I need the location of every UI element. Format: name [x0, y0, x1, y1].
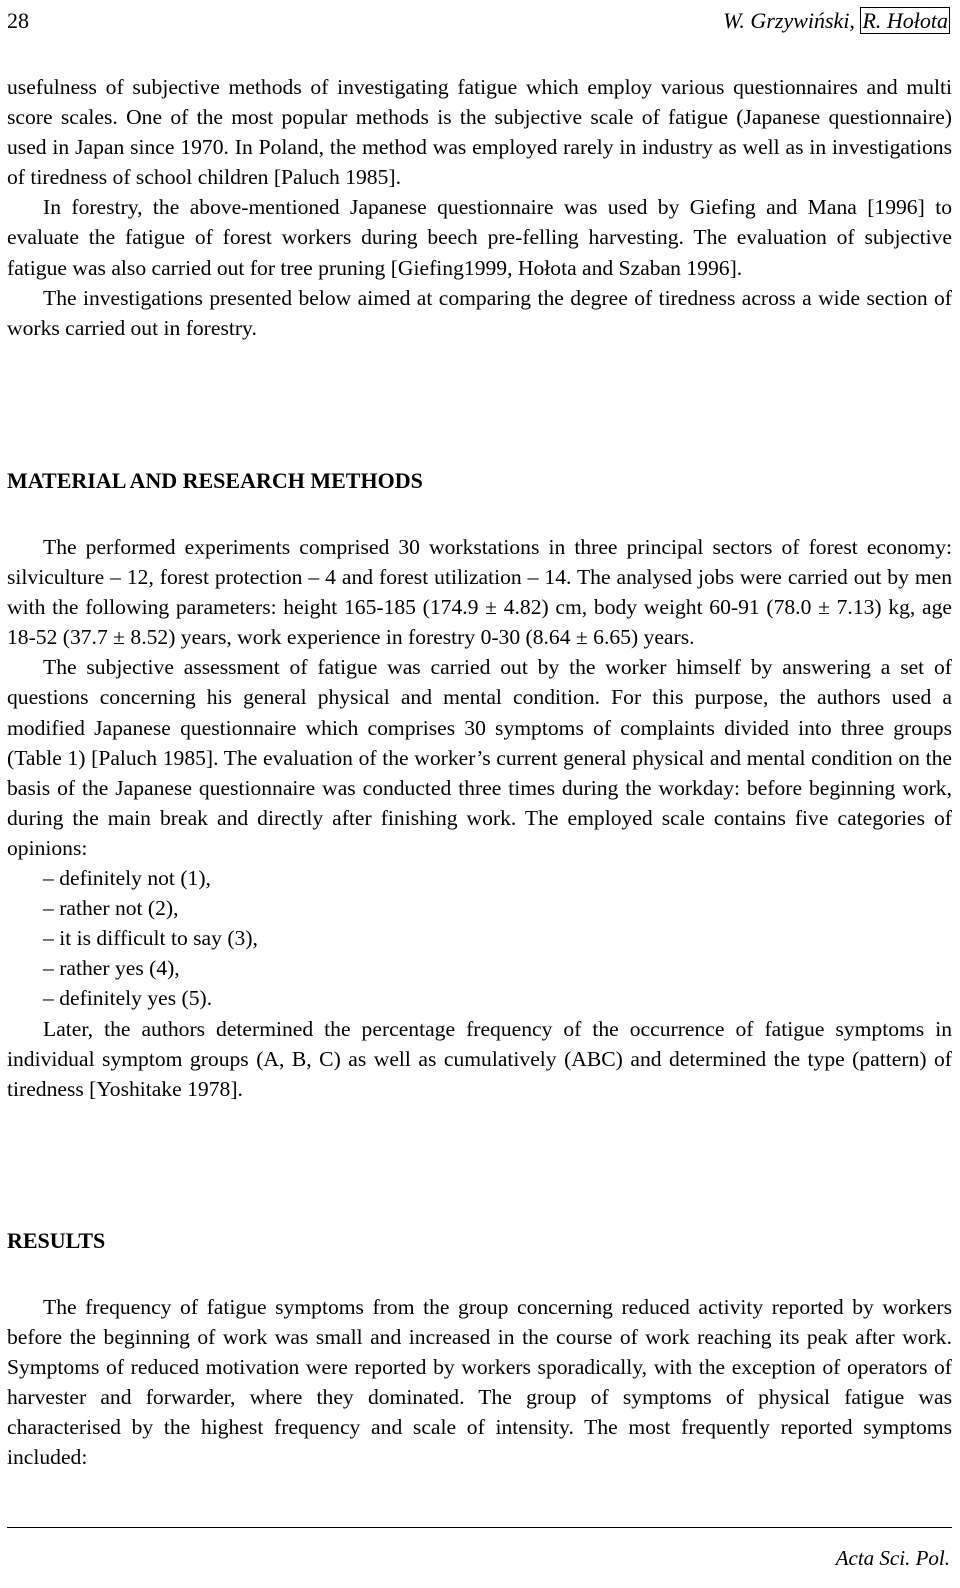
intro-section — [7, 72, 952, 343]
methods-paragraph-1: The performed experiments comprised 30 workstations in three principal sectors of forest economy: silviculture – 12, forest protection – 4 and forest utilization – 14. The analysed jobs were carried out by men with the following parameters: height 165-185 (174.9 ± 4.82) cm, body weight 60-91 (78.0 ± 7.13) kg, age 18-52 (37.7 ± 8.52) years, work experience in forestry 0-30 (8.64 ± 6.65) years. — [7, 535, 952, 650]
running-authors — [723, 4, 950, 38]
results-heading: RESULTS — [7, 1228, 106, 1253]
methods-paragraph-2: The subjective assessment of fatigue was carried out by the worker himself by answering a set of questions concerning his general physical and mental condition. For this purpose, the authors used a modified Japanese questionnaire which comprises 30 symptoms of complaints divided into three groups (Table 1) [Paluch 1985]. The evaluation of the worker’s current general physical and mental condition on the basis of the Japanese questionnaire was conducted three times during the workday: before beginning work, during the main break and directly after finishing work. The employed scale contains five categories of opinions: — [7, 655, 952, 860]
journal-footer: Acta Sci. Pol. — [835, 1546, 950, 1570]
list-item: – definitely yes (5). — [43, 986, 213, 1011]
running-header — [7, 4, 952, 38]
author-2: R. Hołota — [862, 8, 948, 33]
intro-paragraph-1: usefulness of subjective methods of investigating fatigue which employ various questionnaires and multi score scales. One of the most popular methods is the subjective scale of fatigue (Japanese questionnaire) used in Japan since 1970. In Poland, the method was employed rarely in industry as well as in investigations of tiredness of school children [Paluch 1985]. — [7, 75, 952, 190]
opinion-scale-list — [7, 863, 952, 1013]
author-1: W. Grzywiński, — [723, 8, 855, 33]
intro-paragraph-2: In forestry, the above-mentioned Japanese questionnaire was used by Giefing and Mana [1996] to evaluate the fatigue of forest workers during beech pre-felling harvesting. The evaluation of subjective fatigue was also carried out for tree pruning [Giefing1999, Hołota and Szaban 1996]. — [7, 195, 952, 280]
methods-section — [7, 532, 952, 1104]
methods-heading: MATERIAL AND RESEARCH METHODS — [7, 468, 423, 493]
intro-paragraph-3: The investigations presented below aimed at comparing the degree of tiredness across a wide section of works carried out in forestry. — [7, 285, 952, 340]
list-item: – definitely not (1), — [43, 866, 211, 891]
footer-rule — [7, 1527, 952, 1528]
list-item: – it is difficult to say (3), — [43, 926, 258, 951]
list-item: – rather yes (4), — [43, 956, 180, 981]
page-number: 28 — [7, 8, 29, 33]
list-item: – rather not (2), — [43, 896, 179, 921]
results-paragraph-1: The frequency of fatigue symptoms from the group concerning reduced activity reported by workers before the beginning of work was small and increased in the course of work reaching its peak after work. Symptoms of reduced motivation were reported by workers sporadically, with the exception of operators of harvester and forwarder, where they dominated. The group of symptoms of physical fatigue was characterised by the highest frequency and scale of intensity. The most frequently reported symptoms included: — [7, 1295, 952, 1470]
methods-paragraph-3: Later, the authors determined the percentage frequency of the occurrence of fatigue symptoms in individual symptom groups (A, B, C) as well as cumulatively (ABC) and determined the type (pattern) of tiredness [Yoshitake 1978]. — [7, 1016, 952, 1101]
results-section — [7, 1292, 952, 1473]
